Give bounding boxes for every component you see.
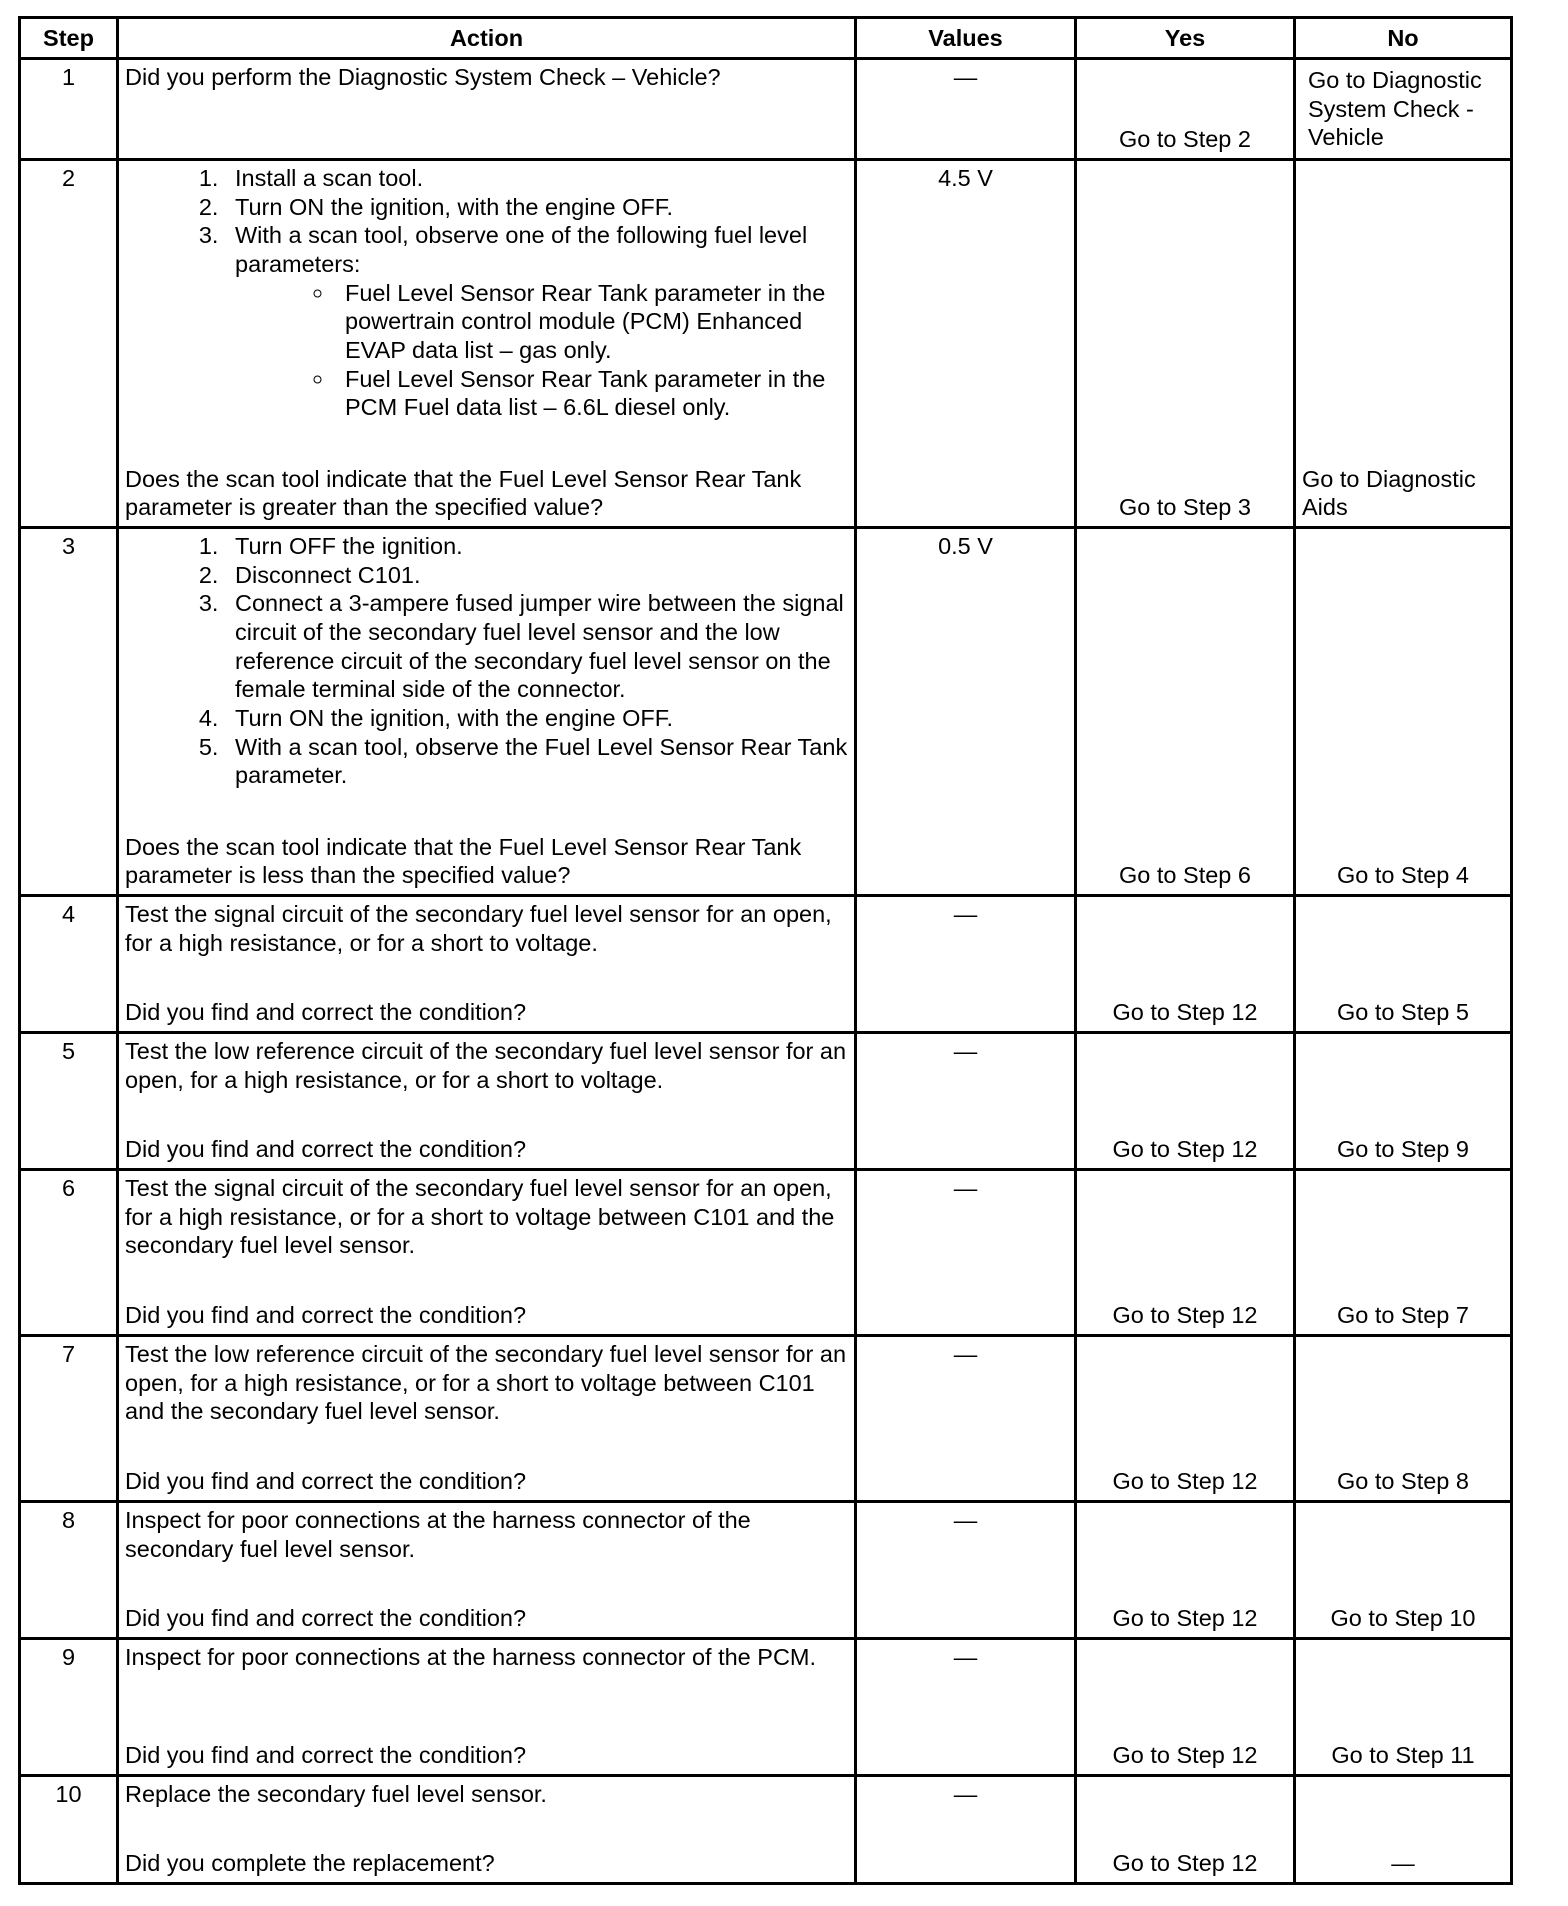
yes-result: Go to Step 12: [1112, 999, 1258, 1026]
value-cell: 4.5 V: [856, 159, 1076, 527]
yes-result: Go to Step 12: [1112, 1742, 1258, 1769]
action-cell: [118, 59, 856, 160]
no-result: Go to Step 8: [1337, 1468, 1469, 1495]
step-number: 9: [20, 1638, 118, 1775]
table-row: [20, 1501, 1512, 1638]
instruction-item: 5. With a scan tool, observe the Fuel Level Sensor Rear Tank parameter.: [225, 733, 848, 790]
action-text: Replace the secondary fuel level sensor.: [125, 1780, 547, 1807]
table-row: [20, 1032, 1512, 1169]
header-yes: Yes: [1076, 18, 1295, 59]
action-text: Did you perform the Diagnostic System Check – Vehicle?: [125, 64, 721, 90]
no-cell: [1295, 1335, 1512, 1501]
yes-result: Go to Step 12: [1112, 1605, 1258, 1632]
diagnostic-table: [18, 16, 1513, 1885]
instruction-item: 2. Disconnect C101.: [225, 561, 848, 590]
step-number: 3: [20, 527, 118, 895]
instruction-list: [125, 532, 848, 790]
header-values: Values: [856, 18, 1076, 59]
question-text: Does the scan tool indicate that the Fuel Level Sensor Rear Tank parameter is greater than the specified value?: [125, 465, 802, 521]
no-cell: [1295, 1775, 1512, 1883]
instruction-item: [225, 221, 848, 422]
no-result: Go to Step 10: [1330, 1605, 1476, 1632]
table-row: [20, 159, 1512, 527]
sub-item: ◦ Fuel Level Sensor Rear Tank parameter in the PCM Fuel data list – 6.6L diesel only.: [335, 365, 848, 422]
value-cell: —: [856, 1501, 1076, 1638]
header-row: [20, 18, 1512, 59]
header-step: Step: [20, 18, 118, 59]
no-cell: [1295, 1169, 1512, 1335]
action-text: Inspect for poor connections at the harness connector of the secondary fuel level sensor.: [125, 1506, 751, 1562]
no-cell: [1295, 1032, 1512, 1169]
action-cell: [118, 527, 856, 895]
instruction-item: 4. Turn ON the ignition, with the engine OFF.: [225, 704, 848, 733]
action-cell: [118, 1775, 856, 1883]
step-number: 10: [20, 1775, 118, 1883]
action-text: Test the low reference circuit of the secondary fuel level sensor for an open, for a high resistance, or for a short to voltage between C101 and the secondary fuel level sensor.: [125, 1340, 847, 1425]
header-no: No: [1295, 18, 1512, 59]
instruction-item: 3. Connect a 3-ampere fused jumper wire between the signal circuit of the secondary fuel level sensor and the low reference circuit of the secondary fuel level sensor on the female terminal side of the connector.: [225, 589, 848, 704]
step-number: 2: [20, 159, 118, 527]
yes-result: Go to Step 2: [1119, 126, 1251, 153]
table-row: [20, 895, 1512, 1032]
yes-result: Go to Step 12: [1112, 1850, 1258, 1877]
no-result: Go to Diagnostic Aids: [1302, 465, 1476, 521]
yes-cell: [1076, 1501, 1295, 1638]
value-cell: —: [856, 1638, 1076, 1775]
instruction-text: With a scan tool, observe one of the following fuel level parameters:: [235, 222, 808, 277]
table-row: [20, 1169, 1512, 1335]
yes-cell: [1076, 1775, 1295, 1883]
question-text: Does the scan tool indicate that the Fuel Level Sensor Rear Tank parameter is less than the specified value?: [125, 833, 802, 889]
no-cell: [1295, 527, 1512, 895]
step-number: 1: [20, 59, 118, 160]
instruction-item: 1. Install a scan tool.: [225, 164, 848, 193]
no-cell: [1295, 159, 1512, 527]
yes-cell: [1076, 527, 1295, 895]
action-cell: [118, 1335, 856, 1501]
action-cell: [118, 1169, 856, 1335]
instruction-list: [125, 164, 848, 422]
question-text: Did you find and correct the condition?: [125, 1136, 527, 1163]
no-result: Go to Step 7: [1337, 1302, 1469, 1329]
table-row: [20, 1775, 1512, 1883]
value-cell: 0.5 V: [856, 527, 1076, 895]
step-number: 5: [20, 1032, 118, 1169]
no-result: Go to Step 4: [1337, 862, 1469, 889]
sub-list: [235, 279, 848, 422]
yes-cell: [1076, 1032, 1295, 1169]
no-cell: [1295, 1638, 1512, 1775]
step-number: 7: [20, 1335, 118, 1501]
step-number: 6: [20, 1169, 118, 1335]
action-cell: [118, 159, 856, 527]
step-number: 4: [20, 895, 118, 1032]
no-cell: [1295, 59, 1512, 160]
table-row: [20, 527, 1512, 895]
yes-result: Go to Step 6: [1119, 862, 1251, 889]
value-cell: —: [856, 1775, 1076, 1883]
instruction-item: 1. Turn OFF the ignition.: [225, 532, 848, 561]
yes-result: Go to Step 12: [1112, 1302, 1258, 1329]
step-number: 8: [20, 1501, 118, 1638]
yes-cell: [1076, 895, 1295, 1032]
no-result: Go to Step 11: [1331, 1742, 1475, 1769]
question-text: Did you find and correct the condition?: [125, 1302, 527, 1329]
no-result: Go to Step 9: [1337, 1136, 1469, 1163]
instruction-item: 2. Turn ON the ignition, with the engine OFF.: [225, 193, 848, 222]
question-text: Did you complete the replacement?: [125, 1850, 495, 1877]
action-text: Test the signal circuit of the secondary fuel level sensor for an open, for a high resistance, or for a short to voltage between C101 and the secondary fuel level sensor.: [125, 1174, 835, 1259]
yes-result: Go to Step 3: [1119, 494, 1251, 521]
action-cell: [118, 1501, 856, 1638]
no-result: Go to Step 5: [1337, 999, 1469, 1026]
action-cell: [118, 1032, 856, 1169]
yes-result: Go to Step 12: [1112, 1136, 1258, 1163]
no-result: Go to Diagnostic System Check - Vehicle: [1308, 67, 1482, 151]
table-row: [20, 59, 1512, 160]
no-result: —: [1391, 1850, 1415, 1877]
value-cell: —: [856, 895, 1076, 1032]
table-row: [20, 1335, 1512, 1501]
question-text: Did you find and correct the condition?: [125, 1468, 527, 1495]
yes-cell: [1076, 1638, 1295, 1775]
question-text: Did you find and correct the condition?: [125, 1742, 527, 1769]
yes-cell: [1076, 1335, 1295, 1501]
yes-result: Go to Step 12: [1112, 1468, 1258, 1495]
yes-cell: [1076, 1169, 1295, 1335]
action-cell: [118, 1638, 856, 1775]
yes-cell: [1076, 159, 1295, 527]
question-text: Did you find and correct the condition?: [125, 1605, 527, 1632]
value-cell: —: [856, 1169, 1076, 1335]
question-text: Did you find and correct the condition?: [125, 999, 527, 1026]
action-text: Test the low reference circuit of the secondary fuel level sensor for an open, for a high resistance, or for a short to voltage.: [125, 1037, 847, 1093]
no-cell: [1295, 895, 1512, 1032]
sub-item: ◦ Fuel Level Sensor Rear Tank parameter in the powertrain control module (PCM) Enhanced EVAP data list – gas only.: [335, 279, 848, 365]
action-text: Test the signal circuit of the secondary fuel level sensor for an open, for a high resistance, or for a short to voltage.: [125, 900, 832, 956]
value-cell: —: [856, 1335, 1076, 1501]
value-cell: —: [856, 59, 1076, 160]
action-cell: [118, 895, 856, 1032]
no-cell: [1295, 1501, 1512, 1638]
action-text: Inspect for poor connections at the harness connector of the PCM.: [125, 1643, 817, 1670]
value-cell: —: [856, 1032, 1076, 1169]
table-row: [20, 1638, 1512, 1775]
yes-cell: [1076, 59, 1295, 160]
header-action: Action: [118, 18, 856, 59]
